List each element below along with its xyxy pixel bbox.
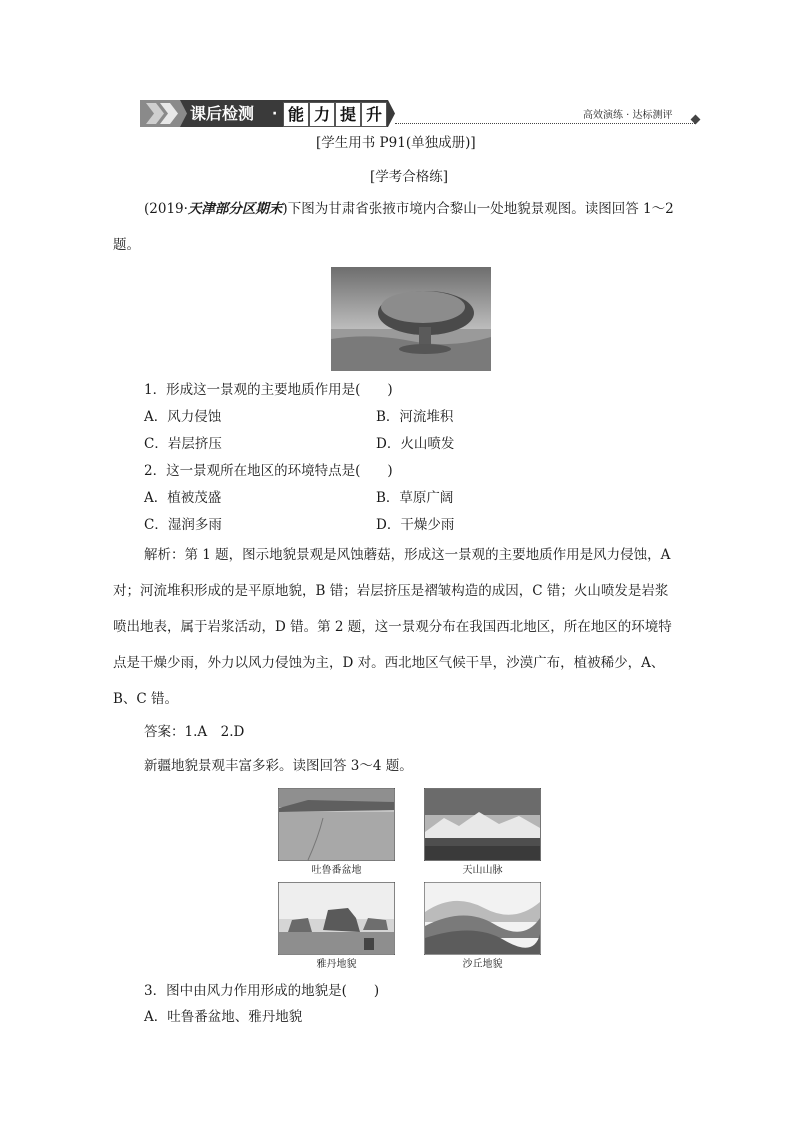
section-title: [学考合格练]	[370, 169, 449, 185]
mushroom-rock-photo	[331, 267, 491, 371]
analysis-line: 对；河流堆积形成的是平原地貌，B 错；岩层挤压是褶皱构造的成因，C 错；火山喷发是岩浆	[113, 583, 669, 599]
analysis-line: 喷出地表，属于岩浆活动，D 错。第 2 题，这一景观分布在我国西北地区，所在地区的环境特	[113, 619, 672, 635]
q2-option-b: B．草原广阔	[376, 490, 454, 506]
turpan-basin-photo	[278, 788, 395, 861]
caption-turpan: 吐鲁番盆地	[311, 865, 362, 876]
banner-dot: ·	[272, 106, 278, 122]
q2-option-c: C．湿润多雨	[144, 517, 222, 533]
answer-line: 答案：1.A 2.D	[144, 724, 245, 740]
caption-tianshan: 天山山脉	[462, 865, 503, 876]
q1-option-d: D．火山喷发	[376, 436, 455, 452]
header-divider	[395, 123, 695, 124]
tianshan-photo	[424, 788, 541, 861]
intro-line-1	[144, 200, 674, 218]
q2-option-d: D．干燥少雨	[376, 517, 455, 533]
question-3-stem: 3．图中由风力作用形成的地貌是( )	[144, 983, 380, 999]
q2-option-a: A．植被茂盛	[144, 490, 222, 506]
intro2-line: 新疆地貌景观丰富多彩。读图回答 3～4 题。	[144, 758, 413, 774]
caption-yardang: 雅丹地貌	[316, 959, 357, 970]
intro-year: (2019·	[144, 201, 188, 217]
pill-char: 升	[361, 102, 387, 127]
q3-option-a: A．吐鲁番盆地、雅丹地貌	[144, 1009, 303, 1025]
yardang-photo	[278, 882, 395, 955]
banner-title: 课后检测	[190, 104, 255, 123]
pill-char: 提	[335, 102, 361, 127]
header-right-text: 高效演练 · 达标测评	[583, 110, 673, 121]
q1-option-a: A．风力侵蚀	[144, 409, 222, 425]
book-reference: [学生用书 P91(单独成册)]	[316, 135, 476, 151]
caption-sand-dune: 沙丘地貌	[462, 959, 503, 970]
analysis-line: 解析：第 1 题，图示地貌景观是风蚀蘑菇，形成这一景观的主要地质作用是风力侵蚀，A	[144, 547, 671, 563]
sand-dune-photo	[424, 882, 541, 955]
analysis-line: 点是干燥少雨，外力以风力侵蚀为主，D 对。西北地区气候干旱，沙漠广布，植被稀少，A、	[113, 655, 665, 671]
source-tag: 天津部分区期末	[187, 201, 283, 217]
question-2-stem: 2．这一景观所在地区的环境特点是( )	[144, 463, 393, 479]
q1-option-c: C．岩层挤压	[144, 436, 222, 452]
intro-text: )下图为甘肃省张掖市境内合黎山一处地貌景观图。读图回答 1～2	[282, 201, 674, 217]
pill-char: 能	[283, 102, 309, 127]
intro-line-2: 题。	[113, 237, 140, 253]
pill-char: 力	[309, 102, 335, 127]
q1-option-b: B．河流堆积	[376, 409, 454, 425]
banner-pill-group	[283, 102, 387, 127]
question-1-stem: 1．形成这一景观的主要地质作用是( )	[144, 382, 393, 398]
analysis-line: B、C 错。	[113, 691, 179, 707]
